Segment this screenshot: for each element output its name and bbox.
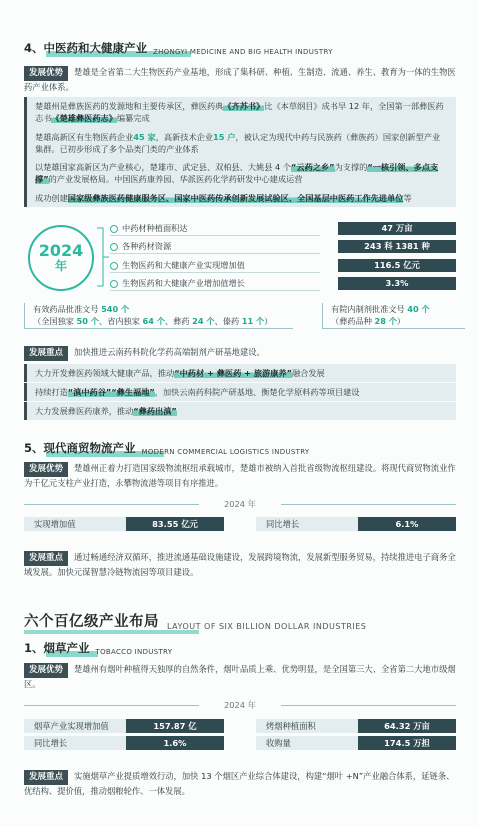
stat-value: 116.5 亿元: [338, 259, 456, 272]
stat-label: 各种药材资源: [122, 241, 172, 251]
section-4-focus: [24, 346, 456, 361]
focus-text: 通过畅通经济双循环，推进流通基础设施建设，发展跨境物流，发展新型服务贸易，持续推进电子商务全域发展。加快元谋智慧冷链物流园等项目建设。: [24, 552, 456, 577]
drug-approvals-box: 有效药品批准文号 540 个 （全国独家 50 个、省内独家 64 个、彝药 24 个、傣药 11 个）: [24, 303, 293, 329]
focus-text: 加快推进云南药科院化学药高端制剂产研基地建设。: [74, 347, 265, 357]
list-item: 大力发展彝医药康养，推动“彝药出滇”: [24, 402, 456, 420]
advantage-tag: 发展优势: [24, 663, 68, 678]
stat-value: 6.1%: [358, 517, 456, 531]
stat-label: 中药材种植面积达: [122, 223, 188, 233]
list-item: 以楚雄国家高新区为产业核心，楚雄市、武定县、双柏县、大姚县 4 个“云药之乡”为支撑的“一核引领、多点支撑”的产业发展格局。中国医药康养园、华派医药化学药研发中心建成运营: [24, 158, 456, 189]
stat-value: 1.6%: [126, 736, 224, 750]
advantage-tag: 发展优势: [24, 462, 68, 477]
stat-label: 收购量: [266, 738, 291, 748]
list-item: 楚雄高新区有生物医药企业45 家，高新技术企业15 户，被认定为现代中药与民族药（彝族药）国家创新型产业集群。已初步形成了多个品类门类的产业体系: [24, 128, 456, 159]
focus-tag: 发展重点: [24, 770, 68, 785]
stat-value: 243 科 1381 种: [338, 240, 456, 253]
stat-value: 3.3%: [338, 277, 456, 290]
section-4-advantage: [24, 66, 456, 93]
stat-label: 烤烟种植面积: [266, 721, 316, 731]
section-4-title-en: ZHONGYI MEDICINE AND BIG HEALTH INDUSTRY: [153, 47, 333, 56]
year-divider: 2024 年: [24, 498, 456, 510]
list-item: 楚雄州是彝族医药的发源地和主要传承区，彝医药典《齐苏书》比《本草纲目》成书早 12 年，全国第一部彝医药志书《楚雄彝医药志》编纂完成: [24, 97, 456, 128]
stat-label: 同比增长: [266, 519, 300, 529]
section-5-focus: [24, 551, 456, 578]
year-divider: 2024 年: [24, 699, 456, 711]
stat-row: [110, 240, 456, 253]
stat-row: [110, 277, 456, 290]
focus-tag: 发展重点: [24, 346, 68, 361]
six-industries-title-cn: 六个百亿级产业布局: [24, 614, 159, 630]
focus-tag: 发展重点: [24, 551, 68, 566]
section-5-title-cn: 5、现代商贸物流产业: [24, 441, 136, 455]
stat-label: 生物医药和大健康产业增加值增长: [122, 278, 245, 288]
stat-cell: [24, 719, 224, 733]
advantage-text: 楚雄州有烟叶种植得天独厚的自然条件，烟叶品质上乘、优势明显，是全国第三大、全省第二大地市级烟区。: [24, 664, 456, 689]
bracket-connector: [96, 222, 110, 292]
hospital-preparations-box: 有院内制剂批准文号 40 个 （彝药品种 28 个）: [322, 303, 465, 329]
stat-value: 47 万亩: [338, 222, 456, 235]
section-5-title: [24, 440, 310, 457]
list-item: 持续打造“滇中药谷”“彝生福地”，加快云南药科院产研基地、衡楚化学原料药等项目建设: [24, 383, 456, 401]
section-4-title: [24, 40, 333, 57]
list-item: 成功创建国家级彝族医药健康服务区、国家中医药传承创新发展试验区、全国基层中医药工作先进单位等: [24, 189, 456, 207]
stat-value: 64.32 万亩: [358, 719, 456, 733]
advantage-tag: 发展优势: [24, 66, 68, 81]
stat-label: 生物医药和大健康产业实现增加值: [122, 260, 245, 270]
section-4-title-cn: 4、中医药和大健康产业: [24, 41, 148, 55]
stat-cell: [256, 517, 456, 531]
stat-value: 157.87 亿: [126, 719, 224, 733]
tobacco-title-en: TOBACCO INDUSTRY: [95, 647, 173, 656]
stat-label: 烟草产业实现增加值: [34, 721, 109, 731]
section-5-title-en: MODERN COMMERCIAL LOGISTICS INDUSTRY: [141, 447, 310, 456]
advantage-text: 楚雄是全省第二大生物医药产业基地，形成了集科研、种植、生制造、流通、养生、教育为一体的生物医药产业体系。: [24, 67, 456, 92]
stat-label: 同比增长: [34, 738, 68, 748]
year-badge: [28, 225, 94, 291]
year-number: 2024: [38, 240, 84, 260]
stat-row: [110, 222, 456, 235]
section-5-advantage: [24, 462, 456, 489]
tobacco-focus: [24, 770, 456, 797]
advantage-text: 楚雄州正着力打造国家级物流枢纽承载城市，楚雄市被纳入首批省级物流枢纽建设。将现代商贸物流业作为千亿元支柱产业打造，永攀物流港等项目有序推进。: [24, 463, 456, 488]
focus-text: 实施烟草产业提质增效行动，加快 13 个烟区产业综合体建设，构建“烟叶 +N”产业融合体系，延链条、优结构、提价值，推动烟粮轮作、一体发展。: [24, 771, 455, 796]
list-item: 大力开发彝医药领域大健康产品，推动“中药材 + 彝医药 + 旅游康养”融合发展: [24, 364, 456, 382]
year-unit: 年: [54, 258, 67, 273]
six-industries-title-en: LAYOUT OF SIX BILLION DOLLAR INDUSTRIES: [167, 622, 367, 632]
stat-label: 实现增加值: [34, 519, 76, 529]
six-industries-title: [24, 612, 366, 633]
stat-cell: [24, 736, 224, 750]
stat-cell: [256, 736, 456, 750]
stat-cell: [24, 517, 224, 531]
tobacco-advantage: [24, 663, 456, 690]
stat-value: 174.5 万担: [358, 736, 456, 750]
stat-value: 83.55 亿元: [126, 517, 224, 531]
tobacco-title: [24, 640, 172, 657]
tobacco-title-cn: 1、烟草产业: [24, 641, 90, 655]
stat-row: [110, 259, 456, 272]
stat-cell: [256, 719, 456, 733]
